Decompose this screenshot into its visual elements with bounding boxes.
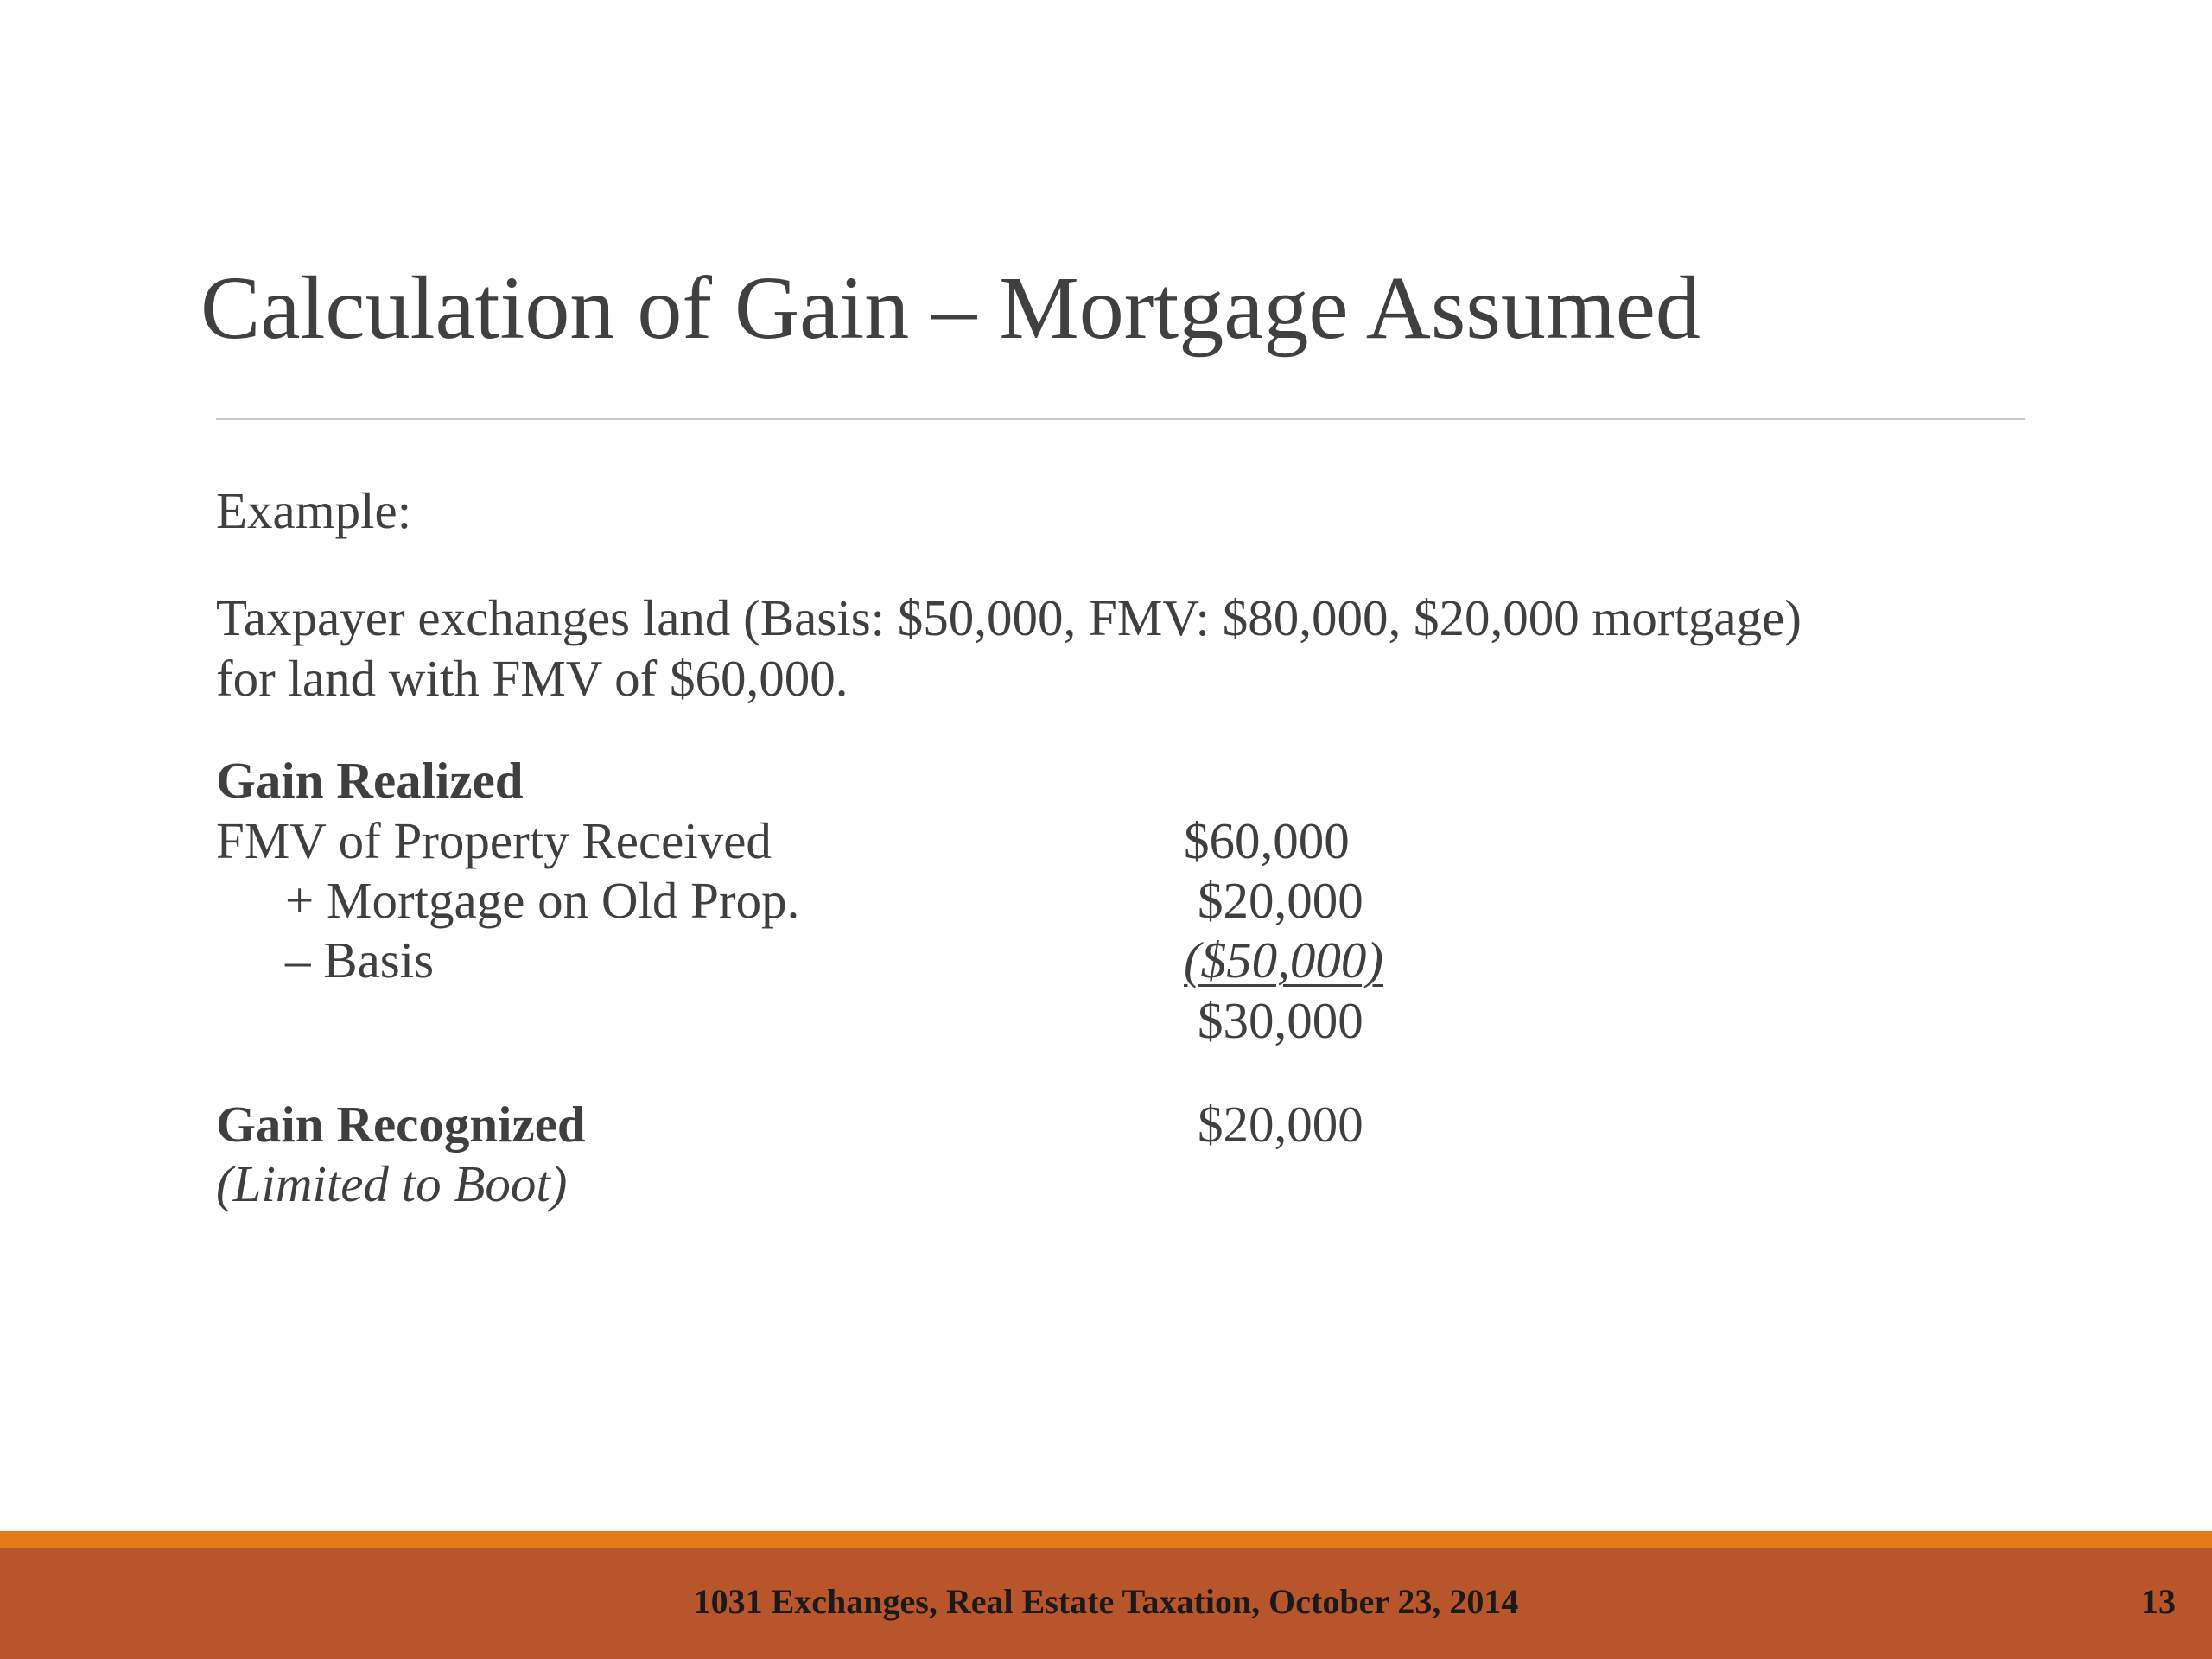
row-value-fmv-received: $60,000	[1184, 812, 1350, 869]
title-divider	[216, 418, 2025, 420]
example-label: Example:	[216, 482, 412, 539]
footer-accent-stripe	[0, 1531, 2212, 1548]
gain-recognized-value: $20,000	[1198, 1096, 1363, 1153]
description-line-2: for land with FMV of $60,000.	[216, 650, 849, 707]
row-label-mortgage: + Mortgage on Old Prop.	[285, 872, 800, 929]
gain-realized-total: $30,000	[1198, 992, 1363, 1049]
gain-recognized-heading: Gain Recognized	[216, 1096, 586, 1153]
page-number: 13	[2141, 1582, 2176, 1621]
gain-realized-heading: Gain Realized	[216, 752, 524, 809]
gain-recognized-note: (Limited to Boot)	[216, 1155, 568, 1212]
row-label-fmv-received: FMV of Property Received	[216, 812, 772, 869]
description-line-1: Taxpayer exchanges land (Basis: $50,000, FMV: $80,000, $20,000 mortgage)	[216, 589, 1802, 646]
row-value-basis: ($50,000)	[1184, 931, 1384, 988]
row-label-basis: – Basis	[285, 931, 435, 988]
footer-text: 1031 Exchanges, Real Estate Taxation, October 23, 2014	[693, 1582, 1519, 1621]
row-value-mortgage: $20,000	[1198, 872, 1363, 929]
slide-title: Calculation of Gain – Mortgage Assumed	[200, 258, 1700, 358]
